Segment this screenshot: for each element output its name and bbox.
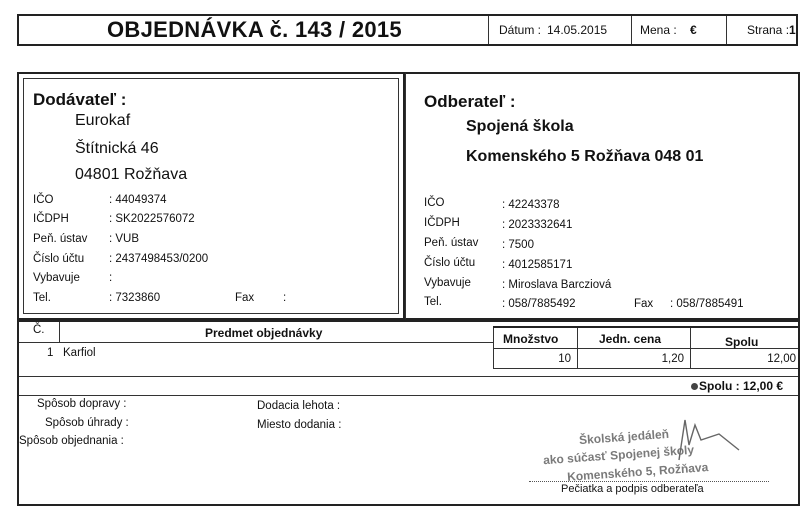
col-divider — [59, 322, 60, 342]
currency-label: Mena : — [640, 23, 677, 37]
supplier-street: Štítnická 46 — [75, 140, 159, 157]
supplier-tel-label: Tel. — [33, 292, 51, 304]
header-underline — [19, 342, 493, 343]
currency-value: € — [690, 23, 697, 37]
supplier-city: 04801 Rožňava — [75, 166, 188, 183]
order-title: OBJEDNÁVKA č. 143 / 2015 — [107, 17, 402, 42]
supplier-handler-label: Vybavuje — [33, 272, 80, 284]
customer-bank-label: Peň. ústav — [424, 237, 479, 249]
page-value: 1 — [789, 23, 796, 37]
delivery-place-label: Miesto dodania : — [257, 419, 342, 431]
customer-tel-label: Tel. — [424, 296, 442, 308]
date-value: 14.05.2015 — [547, 23, 608, 37]
supplier-account-value: : 2437498453/0200 — [109, 253, 209, 265]
order-method-label: Spôsob objednania : — [19, 435, 124, 447]
customer-heading: Odberateľ : — [424, 92, 516, 111]
row-underline — [493, 368, 798, 369]
payment-label: Spôsob úhrady : — [45, 417, 129, 429]
signature-icon — [659, 400, 759, 470]
page-cell — [726, 16, 796, 44]
customer-name: Spojená škola — [466, 118, 574, 135]
supplier-box — [17, 72, 405, 320]
col-total-header: Spolu — [725, 335, 759, 349]
customer-account-label: Číslo účtu — [424, 257, 476, 269]
supplier-handler-value: : — [109, 272, 113, 284]
items-table — [17, 320, 800, 506]
col-qty-header: Množstvo — [503, 332, 559, 346]
customer-ico-value: : 42243378 — [502, 199, 560, 211]
row-item: Karfiol — [63, 347, 96, 359]
supplier-ico-label: IČO — [33, 194, 54, 206]
signature-label: Pečiatka a podpis odberateľa — [561, 483, 704, 495]
customer-address: Komenského 5 Rožňava 048 01 — [466, 148, 704, 165]
col-no-header: Č. — [33, 324, 45, 336]
supplier-bank-value: : VUB — [109, 233, 140, 245]
customer-icdph-value: : 2023332641 — [502, 219, 573, 231]
supplier-account-label: Číslo účtu — [33, 253, 85, 265]
customer-handler-value: : Miroslava Barcziová — [502, 279, 612, 291]
row-no: 1 — [47, 347, 54, 359]
col-item-header: Predmet objednávky — [205, 326, 323, 340]
sum-bottom-line — [19, 395, 798, 396]
customer-fax-label: Fax — [634, 298, 654, 310]
customer-handler-label: Vybavuje — [424, 277, 471, 289]
stamp-line-2: ako súčasť Spojenej školy — [542, 442, 695, 468]
customer-tel-value: : 058/7885492 — [502, 298, 576, 310]
signature-line — [529, 481, 769, 482]
customer-account-value: : 4012585171 — [502, 259, 573, 271]
supplier-icdph-value: : SK2022576072 — [109, 213, 195, 225]
supplier-tel-value: : 7323860 — [109, 292, 161, 304]
order-header — [17, 14, 798, 46]
supplier-heading: Dodávateľ : — [33, 90, 127, 109]
currency-cell — [631, 16, 726, 44]
row-unit-price: 1,20 — [661, 353, 684, 365]
sum-total: Spolu : 12,00 € — [699, 379, 784, 393]
bullet-icon — [691, 383, 698, 390]
customer-bank-value: : 7500 — [502, 239, 534, 251]
supplier-name: Eurokaf — [75, 112, 131, 129]
supplier-bank-label: Peň. ústav — [33, 233, 88, 245]
customer-box — [405, 72, 800, 320]
delivery-deadline-label: Dodacia lehota : — [257, 400, 341, 412]
supplier-fax-label: Fax — [235, 292, 255, 304]
customer-ico-label: IČO — [424, 197, 445, 209]
page-label: Strana : — [747, 23, 790, 37]
supplier-icdph-label: IČDPH — [33, 213, 69, 225]
stamp-line-1: Školská jedáleň — [578, 426, 670, 448]
qty-header-top — [493, 326, 798, 328]
sum-top-line — [19, 376, 798, 377]
row-total: 12,00 — [767, 353, 796, 365]
supplier-fax-value: : — [283, 292, 287, 304]
date-cell — [488, 16, 631, 44]
customer-fax-value: : 058/7885491 — [670, 298, 744, 310]
transport-label: Spôsob dopravy : — [37, 398, 127, 410]
customer-icdph-label: IČDPH — [424, 217, 460, 229]
stamp-line-3: Komenského 5, Rožňava — [566, 460, 709, 484]
supplier-ico-value: : 44049374 — [109, 194, 167, 206]
row-qty: 10 — [558, 353, 571, 365]
col-unit-price-header: Jedn. cena — [599, 332, 662, 346]
date-label: Dátum : — [499, 23, 542, 37]
